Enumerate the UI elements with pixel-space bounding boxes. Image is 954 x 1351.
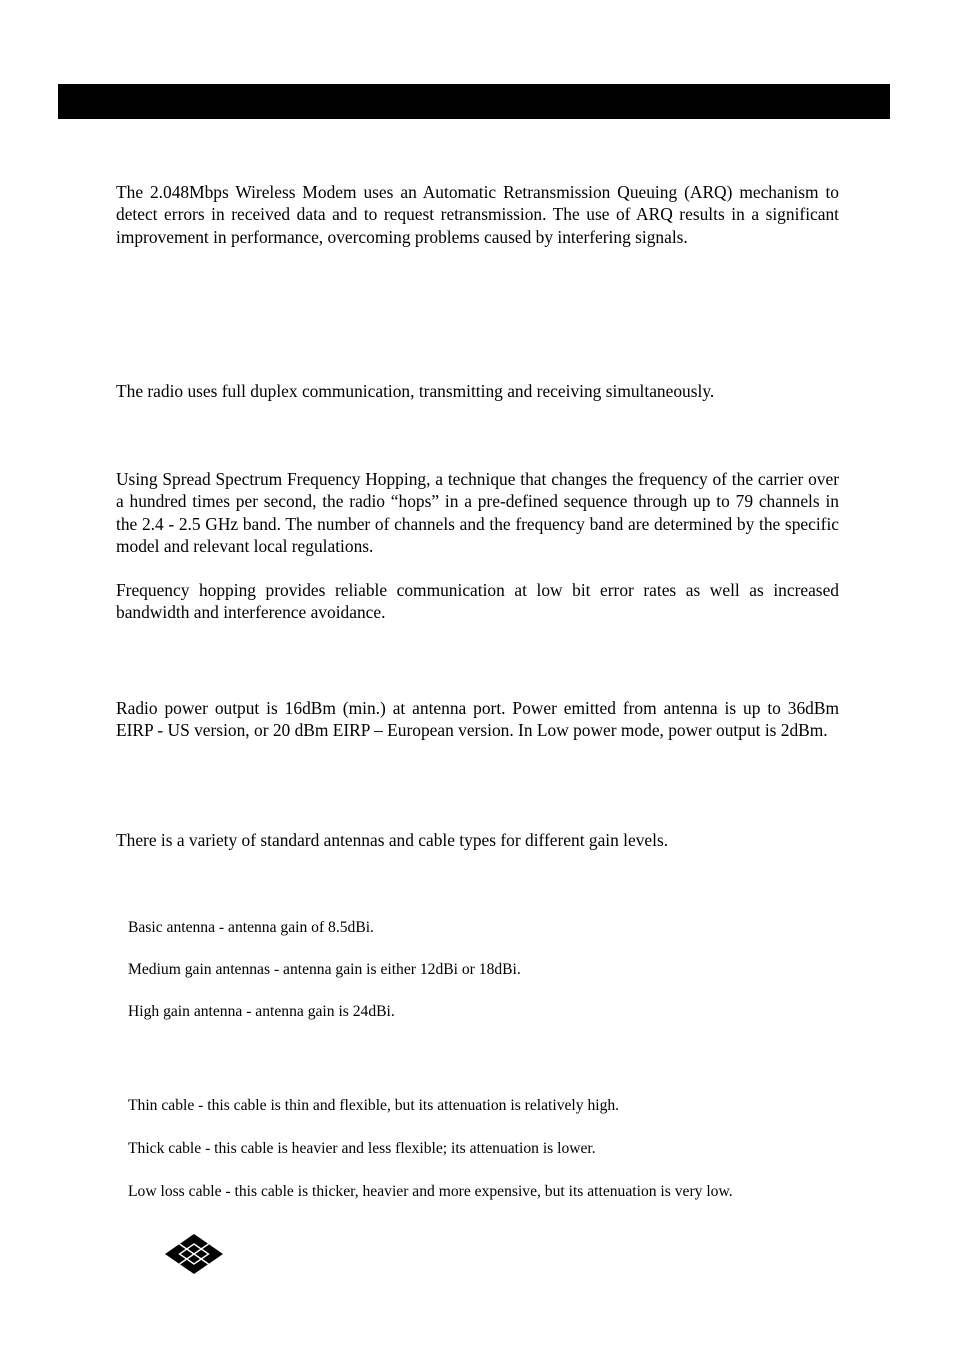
cable-item-thick: Thick cable - this cable is heavier and less flexible; its attenuation is lower. xyxy=(128,1140,596,1157)
power-output-paragraph: Radio power output is 16dBm (min.) at antenna port. Power emitted from antenna is up to 36dBm EIRP - US version, or 20 dBm EIRP – European version. In Low power mode, power output is 2dBm. xyxy=(116,698,839,741)
cable-item-thin: Thin cable - this cable is thin and flexible, but its attenuation is relatively high. xyxy=(128,1097,620,1114)
antenna-item-medium: Medium gain antennas - antenna gain is either 12dBi or 18dBi. xyxy=(128,961,521,978)
arq-paragraph: The 2.048Mbps Wireless Modem uses an Automatic Retransmission Queuing (ARQ) mechanism to detect errors in received data and to request retransmission. The use of ARQ results in a significant improvement in performance, overcoming problems caused by interfering signals. xyxy=(116,182,839,247)
frequency-hopping-benefits-paragraph: Frequency hopping provides reliable communication at low bit error rates as well as increased bandwidth and interference avoidance. xyxy=(116,580,839,623)
diamond-grid-logo-icon xyxy=(165,1234,223,1274)
duplex-paragraph: The radio uses full duplex communication, transmitting and receiving simultaneously. xyxy=(116,381,715,401)
header-bar xyxy=(58,84,890,119)
antennas-intro-paragraph: There is a variety of standard antennas and cable types for different gain levels. xyxy=(116,830,669,850)
antenna-item-high: High gain antenna - antenna gain is 24dBi. xyxy=(128,1003,395,1020)
antenna-item-basic: Basic antenna - antenna gain of 8.5dBi. xyxy=(128,919,374,936)
cable-item-low-loss: Low loss cable - this cable is thicker, heavier and more expensive, but its attenuation is very low. xyxy=(128,1183,733,1200)
frequency-hopping-paragraph: Using Spread Spectrum Frequency Hopping, a technique that changes the frequency of the carrier over a hundred times per second, the radio “hops” in a pre-defined sequence through up to 79 channels in the 2.4 - 2.5 GHz band. The number of channels and the frequency band are determined by the specific model and relevant local regulations. xyxy=(116,469,839,556)
